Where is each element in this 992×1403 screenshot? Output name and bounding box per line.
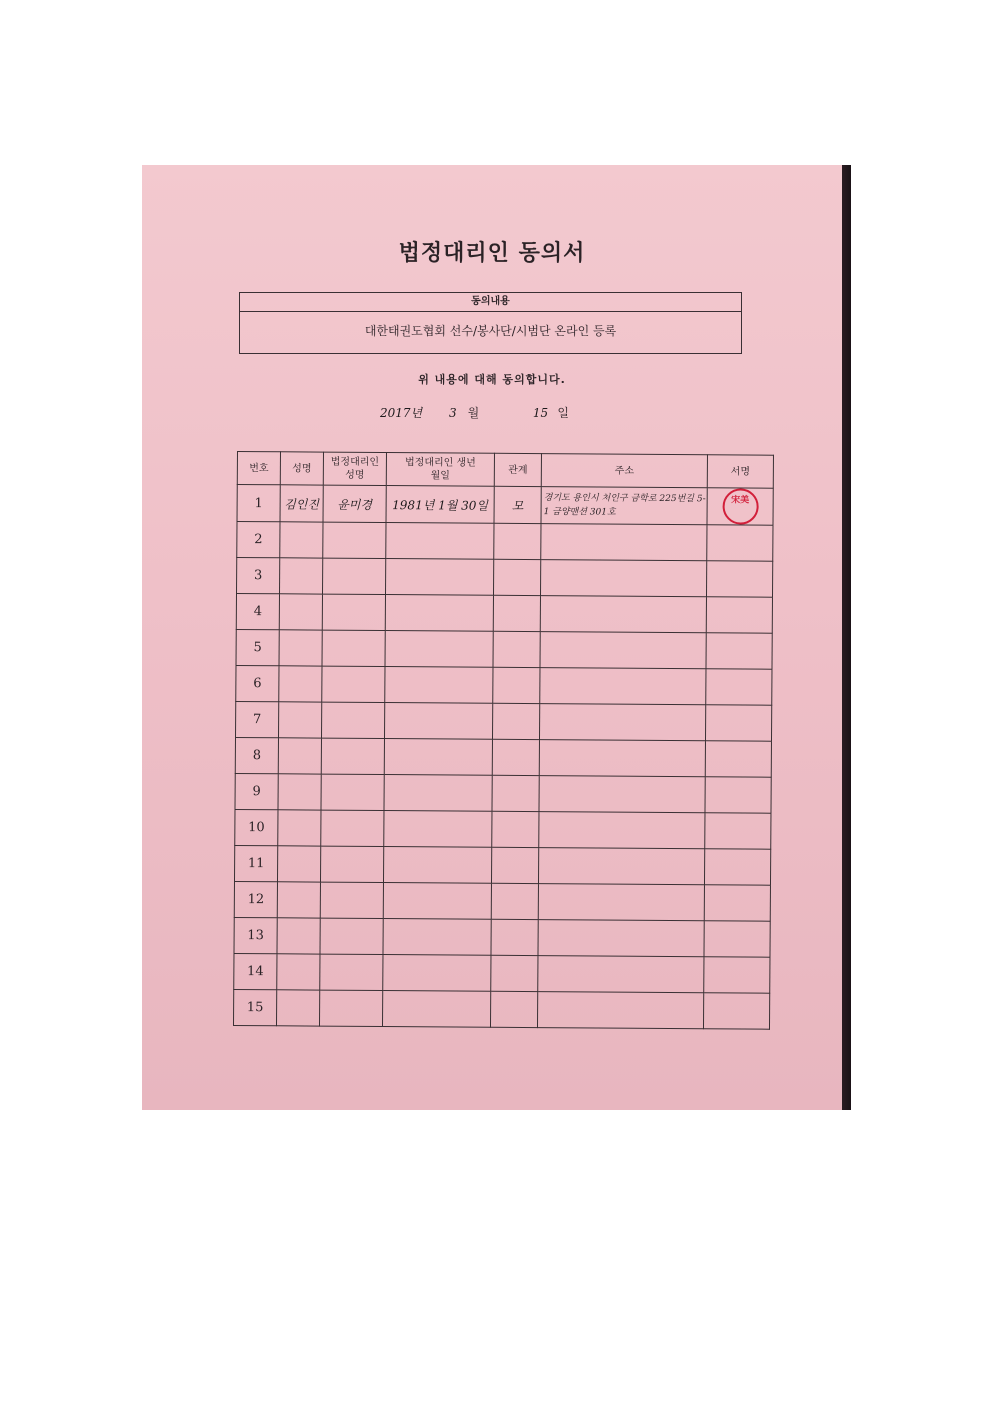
row-address [541,524,707,561]
row-guardian-name: 윤미경 [323,485,386,522]
row-guardian-name [321,702,384,738]
table-row [234,953,770,993]
row-relation [492,703,539,739]
row-signature [707,525,773,561]
row-signature [705,813,771,849]
row-name [279,594,322,630]
paper-edge-shadow [842,165,851,1110]
table-row [235,737,771,777]
row-relation [490,991,537,1027]
row-name [277,918,320,954]
row-signature [707,488,773,525]
row-guardian-birth [383,919,491,956]
row-address [540,668,706,705]
date-day-label: 일 [557,406,569,420]
table-row [234,881,770,921]
row-name [278,702,321,738]
row-guardian-name [323,558,386,594]
row-address [539,812,705,849]
row-name: 김인진 [280,485,323,522]
header-guardian-name: 법정대리인 성명 [323,452,386,485]
row-address [539,776,705,813]
row-signature [704,885,770,921]
row-guardian-name [321,810,384,846]
row-number: 10 [235,809,278,845]
row-number: 15 [233,989,276,1025]
row-relation [493,559,540,595]
table-row [235,773,771,813]
row-relation [492,739,539,775]
row-guardian-birth [383,955,491,992]
row-signature [705,777,771,813]
row-name [278,810,321,846]
row-guardian-birth [382,991,490,1028]
document-title: 법정대리인 동의서 [398,241,586,266]
row-signature [706,561,772,597]
row-signature [705,741,771,777]
row-number: 12 [234,881,277,917]
row-name [278,738,321,774]
row-guardian-birth [384,811,492,848]
row-address [540,560,706,597]
row-guardian-birth [383,883,491,920]
row-relation [492,811,539,847]
table-row [233,989,769,1029]
row-address [537,992,703,1029]
row-guardian-name [322,666,385,702]
row-relation [493,667,540,703]
row-address [538,848,704,885]
row-name [278,774,321,810]
table-row [236,594,772,634]
row-number: 8 [235,737,278,773]
header-number: 번호 [237,452,280,485]
header-name: 성명 [280,452,323,485]
row-name [277,954,320,990]
row-relation [493,595,540,631]
signature-seal: 宋美 [722,488,758,524]
row-name [280,558,323,594]
row-relation [493,631,540,667]
header-signature: 서명 [707,455,773,488]
row-address: 경기도 용인시 처인구 금학로 225번길 5-1 금양맨션 301호 [541,487,707,525]
row-relation [494,523,541,559]
row-guardian-birth [384,739,492,776]
row-name [279,666,322,702]
row-address [540,632,706,669]
row-number: 11 [234,845,277,881]
date-month-label: 월 [467,406,480,420]
row-guardian-name [323,522,386,558]
row-address [539,740,705,777]
header-relation: 관계 [494,453,541,486]
row-relation [491,847,538,883]
table-row [237,485,773,526]
row-signature [706,669,772,705]
consent-body: 대한태권도협회 선수/봉사단/시범단 온라인 등록 [364,324,617,338]
agreement-statement: 위 내용에 대해 동의합니다. [418,373,566,386]
row-name [276,990,319,1026]
row-address [540,596,706,633]
table-row [235,701,771,741]
table-row [234,917,770,957]
row-number: 5 [236,629,279,665]
row-guardian-birth: 1981년 1월 30일 [386,486,494,524]
date-year: 2017년 [380,406,423,420]
row-address [538,884,704,921]
row-signature [703,993,769,1029]
table-row [235,809,771,849]
row-guardian-birth [384,775,492,812]
row-name [277,846,320,882]
row-signature [706,633,772,669]
row-guardian-name [320,918,383,954]
consent-header: 동의내용 [240,293,741,312]
row-relation [491,955,538,991]
row-signature [704,957,770,993]
row-number: 6 [236,665,279,701]
row-guardian-name [322,630,385,666]
row-guardian-name [322,594,385,630]
date-line [380,404,577,421]
row-guardian-birth [385,595,493,632]
header-guardian-birth: 법정대리인 생년월일 [386,453,494,487]
header-address: 주소 [541,454,707,488]
date-day: 15 [532,406,549,420]
row-guardian-birth [386,559,494,596]
row-signature [705,705,771,741]
table-header-row [237,452,773,489]
row-name [277,882,320,918]
registration-table-wrap [233,451,774,1030]
row-number: 1 [237,485,280,522]
row-name [280,522,323,558]
row-signature [704,849,770,885]
row-address [539,704,705,741]
table-row [236,629,772,669]
table-body [233,485,773,1030]
consent-box [239,292,742,354]
row-address [538,920,704,957]
row-guardian-birth [383,847,491,884]
row-guardian-birth [386,523,494,560]
row-guardian-name [320,882,383,918]
row-guardian-birth [385,631,493,668]
row-number: 3 [237,558,280,594]
row-number: 7 [235,701,278,737]
registration-table [233,451,774,1030]
table-row [236,665,772,705]
row-guardian-birth [385,667,493,704]
row-guardian-name [321,738,384,774]
table-row [234,845,770,885]
row-relation [492,775,539,811]
row-signature [706,597,772,633]
row-relation [491,883,538,919]
row-number: 2 [237,522,280,558]
table-row [237,558,773,598]
row-guardian-name [320,846,383,882]
row-name [279,630,322,666]
row-guardian-name [320,954,383,990]
row-number: 4 [236,594,279,630]
row-number: 9 [235,773,278,809]
date-month: 3 [449,406,457,420]
row-number: 13 [234,917,277,953]
row-relation [491,919,538,955]
table-row [237,522,773,562]
row-relation: 모 [494,486,541,523]
row-address [538,956,704,993]
row-signature [704,921,770,957]
row-guardian-name [319,990,382,1026]
row-guardian-birth [384,703,492,740]
row-number: 14 [234,953,277,989]
row-guardian-name [321,774,384,810]
